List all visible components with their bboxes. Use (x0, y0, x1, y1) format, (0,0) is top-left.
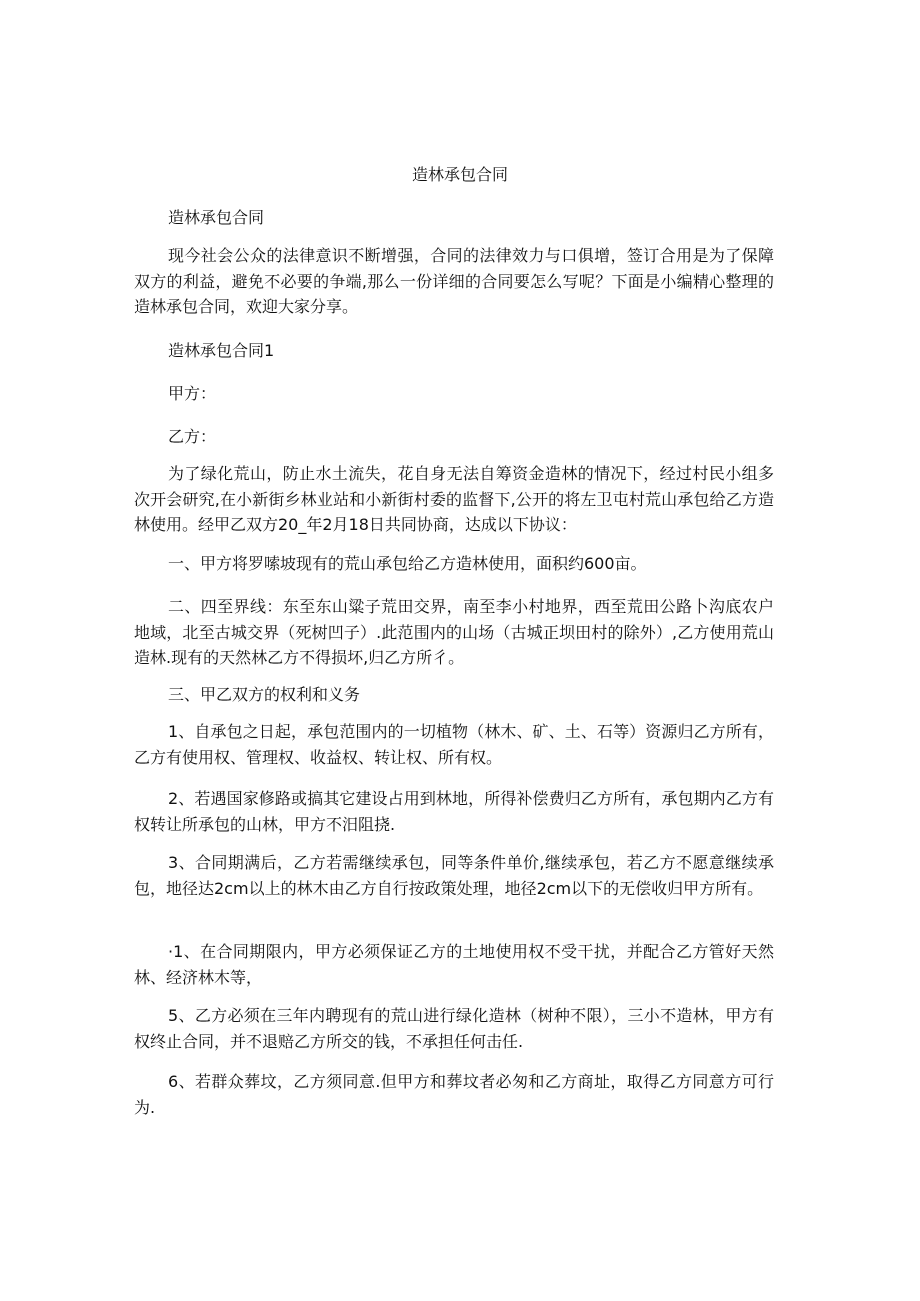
document-title: 造林承包合同 (411, 165, 508, 184)
item-4-paragraph: ·1、在合同期限内，甲方必须保证乙方的土地使用权不受干扰，并配合乙方管好天然林、经济林木等， (134, 942, 774, 987)
intro-paragraph: 现今社会公众的法律意识不断增强，合同的法律效力与口俱增，签订合用是为了保障双方的利益，避免不必要的争端,那么一份详细的合同要怎么写呢？下面是小编精心整理的造林承包合同，欢迎大家分享。 (134, 246, 774, 316)
clause-2-paragraph: 二、四至界线：东至东山粱子荒田交界，南至李小村地界，西至荒田公路卜沟底农户地域，北至古城交界（死树凹子）.此范围内的山场（古城正坝田村的除外）,乙方使用荒山造林.现有的天然林乙方不得损坏,归乙方所彳。 (134, 597, 774, 667)
party-b-line: 乙方： (168, 427, 217, 446)
contract-heading: 造林承包合同1 (168, 341, 275, 360)
item-1-paragraph: 1、自承包之日起，承包范围内的一切植物（林木、矿、土、石等）资源归乙方所有，乙方有使用权、管理权、收益权、转让权、所有权。 (134, 722, 774, 767)
subtitle-paragraph: 造林承包合同 (168, 208, 265, 227)
party-a-line: 甲方： (168, 384, 217, 403)
preamble-paragraph: 为了绿化荒山，防止水土流失，花自身无法自筹资金造林的情况下，经过村民小组多次开会研究,在小新街乡林业站和小新街村委的监督下,公开的将左卫屯村荒山承包给乙方造林使用。经甲乙双方20_年2月18日共同协商，达成以下协议： (134, 464, 774, 534)
item-6-paragraph: 6、若群众葬坟，乙方须同意.但甲方和葬坟者必匆和乙方商址，取得乙方同意方可行为. (134, 1072, 774, 1117)
clause-3-heading: 三、甲乙双方的权利和义务 (168, 685, 361, 704)
clause-1-paragraph: 一、甲方将罗嗦坡现有的荒山承包给乙方造林使用，面积约600亩。 (168, 554, 647, 573)
item-2-paragraph: 2、若遇国家修路或搞其它建设占用到林地，所得补偿费归乙方所有，承包期内乙方有权转让所承包的山林，甲方不汨阻挠. (134, 789, 774, 834)
item-3-paragraph: 3、合同期满后，乙方若需继续承包，同等条件单价,继续承包，若乙方不愿意继续承包，地径达2cm以上的林木由乙方自行按政策处理，地径2cm以下的无偿收归甲方所有。 (134, 853, 774, 898)
item-5-paragraph: 5、乙方必须在三年内聘现有的荒山进行绿化造林（树种不限），三小不造林，甲方有权终止合同，并不退赔乙方所交的钱，不承担任何击任. (134, 1006, 774, 1051)
